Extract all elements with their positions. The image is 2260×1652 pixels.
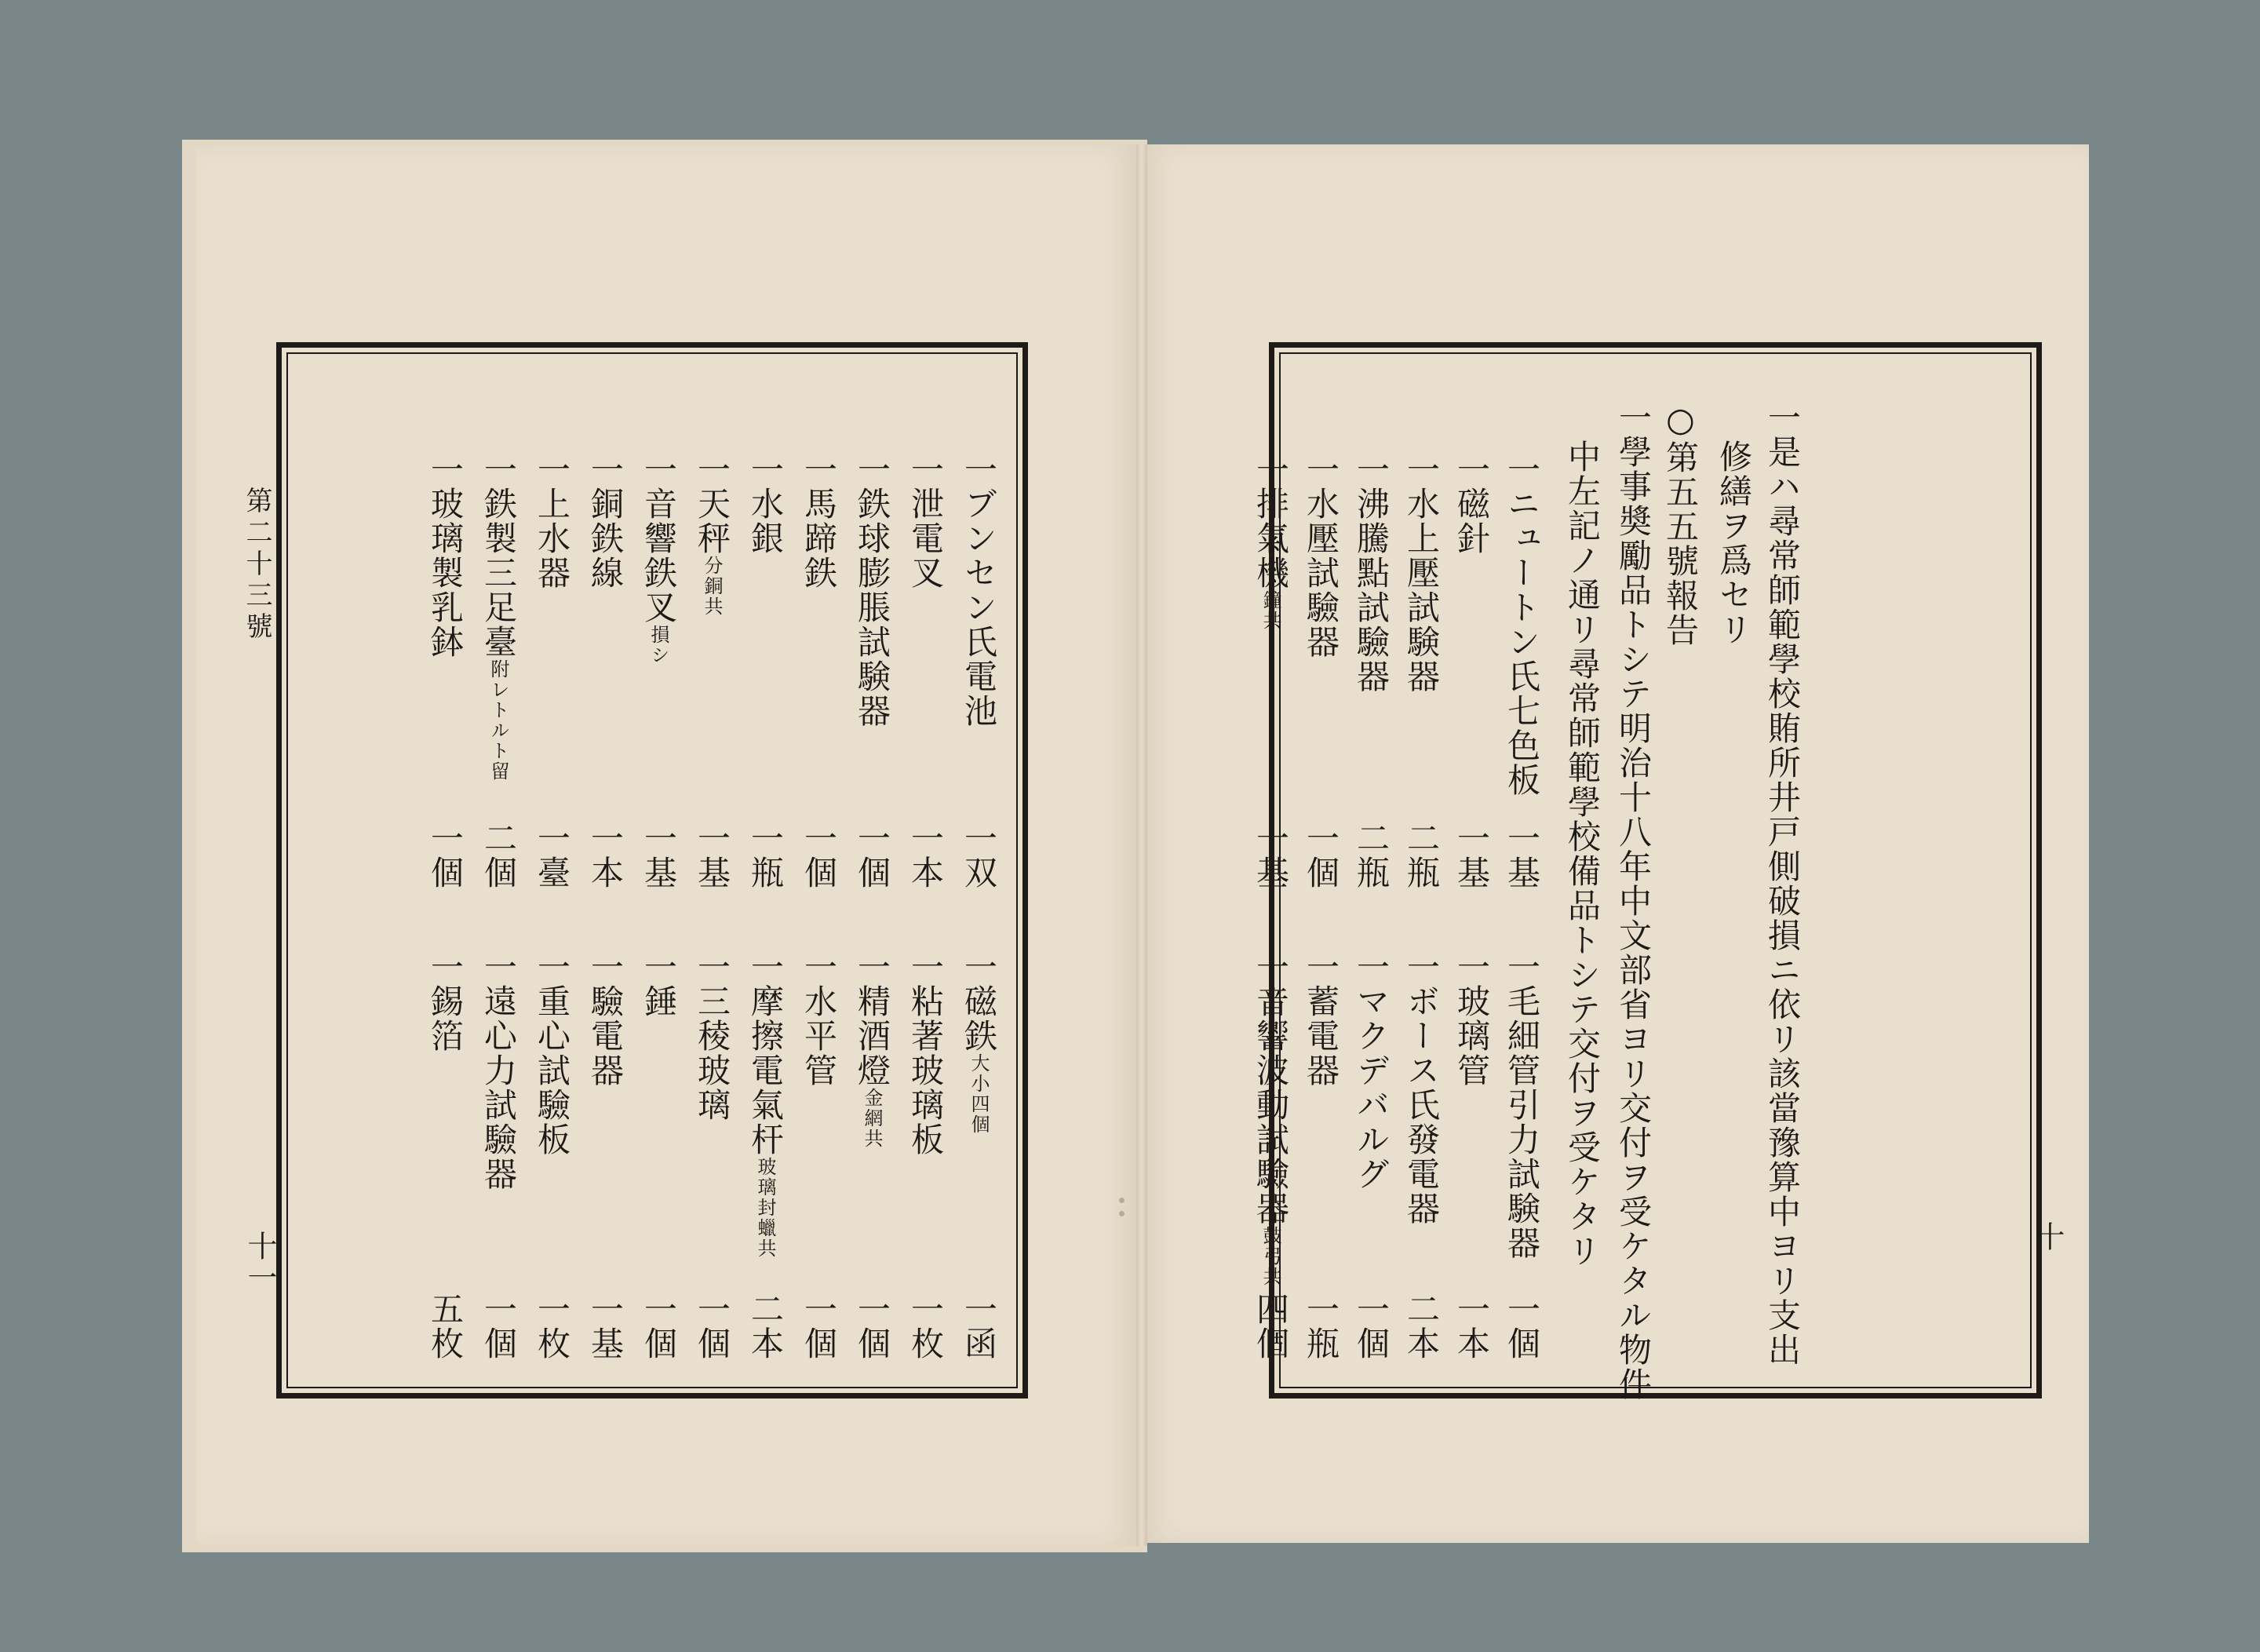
item-quantity: 一基 xyxy=(1503,821,1541,890)
page-number: 十 xyxy=(2030,1221,2065,1253)
item-name: 一排氣機鐘共 xyxy=(1252,452,1290,631)
binding-hole xyxy=(1119,1211,1125,1216)
item-name: 一音響鉄叉損シ xyxy=(640,452,678,666)
intro-line-2: 修繕ヲ爲セリ xyxy=(1715,439,1753,647)
item-quantity: 二本 xyxy=(746,1292,785,1361)
item-quantity: 一個 xyxy=(1352,1292,1391,1361)
item-name: 一玻璃製乳鉢 xyxy=(426,452,465,659)
item-name: 一ニュートン氏七色板 xyxy=(1503,452,1541,797)
item-name: 一重心試驗板 xyxy=(533,950,571,1157)
item-quantity: 一基 xyxy=(640,821,678,890)
item-quantity: 一基 xyxy=(1252,821,1290,890)
item-quantity: 二瓶 xyxy=(1352,821,1391,890)
item-quantity: 一個 xyxy=(426,821,465,890)
item-quantity: 一個 xyxy=(853,821,891,890)
item-name: 一錫箔 xyxy=(426,950,465,1053)
item-quantity: 一函 xyxy=(960,1292,998,1361)
item-name: 一驗電器 xyxy=(586,950,625,1088)
item-note: 金網共 xyxy=(861,1088,883,1149)
item-quantity: 二本 xyxy=(1402,1292,1441,1361)
item-name: 一マクデバルグ xyxy=(1352,950,1391,1191)
item-quantity: 一個 xyxy=(640,1292,678,1361)
report-line-1: 一學事奬勵品トシテ明治十八年中文部省ヨリ交付ヲ受ケタル物件 xyxy=(1614,400,1653,1402)
binding-hole xyxy=(1119,1198,1125,1203)
item-quantity: 一個 xyxy=(693,1292,731,1361)
item-quantity: 一基 xyxy=(693,821,731,890)
item-name: 一錘 xyxy=(640,950,678,1019)
item-quantity: 一個 xyxy=(479,1292,518,1361)
running-header: 第二十三號 xyxy=(241,487,272,644)
item-name: 一遠心力試驗器 xyxy=(479,950,518,1191)
item-name: 一水上壓試験器 xyxy=(1402,452,1441,694)
item-name: 一ブンセン氏電池 xyxy=(960,452,998,728)
item-name: 一天秤分銅共 xyxy=(693,452,731,617)
item-note: 鼓弓共 xyxy=(1259,1226,1281,1287)
item-quantity: 一基 xyxy=(586,1292,625,1361)
item-quantity: 五枚 xyxy=(426,1292,465,1361)
item-name: 一銅鉄線 xyxy=(586,452,625,590)
item-name: 一粘著玻璃板 xyxy=(906,950,945,1157)
item-name: 一馬蹄鉄 xyxy=(800,452,838,590)
item-note: 分銅共 xyxy=(701,556,723,617)
item-quantity: 四個 xyxy=(1252,1292,1290,1361)
item-quantity: 一双 xyxy=(960,821,998,890)
report-line-2: 中左記ノ通リ尋常師範學校備品トシテ交付ヲ受ケタリ xyxy=(1563,439,1602,1268)
book-spine xyxy=(1136,144,1147,1546)
item-quantity: 一本 xyxy=(1453,1292,1491,1361)
item-quantity: 一個 xyxy=(800,1292,838,1361)
item-quantity: 一本 xyxy=(906,821,945,890)
item-quantity: 一個 xyxy=(1302,821,1340,890)
item-name: 一摩擦電氣杆玻璃封蠟共 xyxy=(746,950,785,1259)
item-quantity: 一基 xyxy=(1453,821,1491,890)
item-name: 一水平管 xyxy=(800,950,838,1088)
item-name: 一水壓試驗器 xyxy=(1302,452,1340,659)
item-quantity: 一瓶 xyxy=(746,821,785,890)
item-quantity: 一個 xyxy=(1503,1292,1541,1361)
intro-line-1: 一是ハ尋常師範學校賄所井戸側破損ニ依リ該當豫算中ヨリ支出 xyxy=(1763,400,1802,1367)
item-name: 一鉄球膨脹試験器 xyxy=(853,452,891,728)
item-note: 大小四個 xyxy=(968,1053,990,1135)
item-note: 玻璃封蠟共 xyxy=(754,1157,776,1259)
item-name: 一玻璃管 xyxy=(1453,950,1491,1088)
item-name: 一精酒燈金網共 xyxy=(853,950,891,1149)
item-quantity: 一個 xyxy=(853,1292,891,1361)
item-name: 一ボース氏發電器 xyxy=(1402,950,1441,1226)
item-name: 一鉄製三足臺附レトルト留 xyxy=(479,452,518,782)
item-quantity: 一枚 xyxy=(533,1292,571,1361)
item-quantity: 一個 xyxy=(800,821,838,890)
item-note: 鐘共 xyxy=(1259,590,1281,631)
item-quantity: 一瓶 xyxy=(1302,1292,1340,1361)
item-name: 一沸騰點試驗器 xyxy=(1352,452,1391,694)
item-name: 一磁針 xyxy=(1453,452,1491,556)
item-quantity: 一臺 xyxy=(533,821,571,890)
section-title: ○第五五號報告 xyxy=(1661,400,1700,647)
page-number: 十一 xyxy=(242,1231,277,1293)
item-name: 一蓄電器 xyxy=(1302,950,1340,1088)
item-quantity: 二瓶 xyxy=(1402,821,1441,890)
item-name: 一音響波動試驗器鼓弓共 xyxy=(1252,950,1290,1287)
item-name: 一上水器 xyxy=(533,452,571,590)
item-name: 一水銀 xyxy=(746,452,785,556)
item-note: 附レトルト留 xyxy=(487,659,509,782)
item-quantity: 二個 xyxy=(479,821,518,890)
item-name: 一毛細管引力試験器 xyxy=(1503,950,1541,1260)
item-name: 一磁鉄大小四個 xyxy=(960,950,998,1135)
item-quantity: 一枚 xyxy=(906,1292,945,1361)
item-name: 一三稜玻璃 xyxy=(693,950,731,1122)
item-name: 一泄電叉 xyxy=(906,452,945,590)
item-quantity: 一本 xyxy=(586,821,625,890)
item-note: 損シ xyxy=(647,625,669,666)
